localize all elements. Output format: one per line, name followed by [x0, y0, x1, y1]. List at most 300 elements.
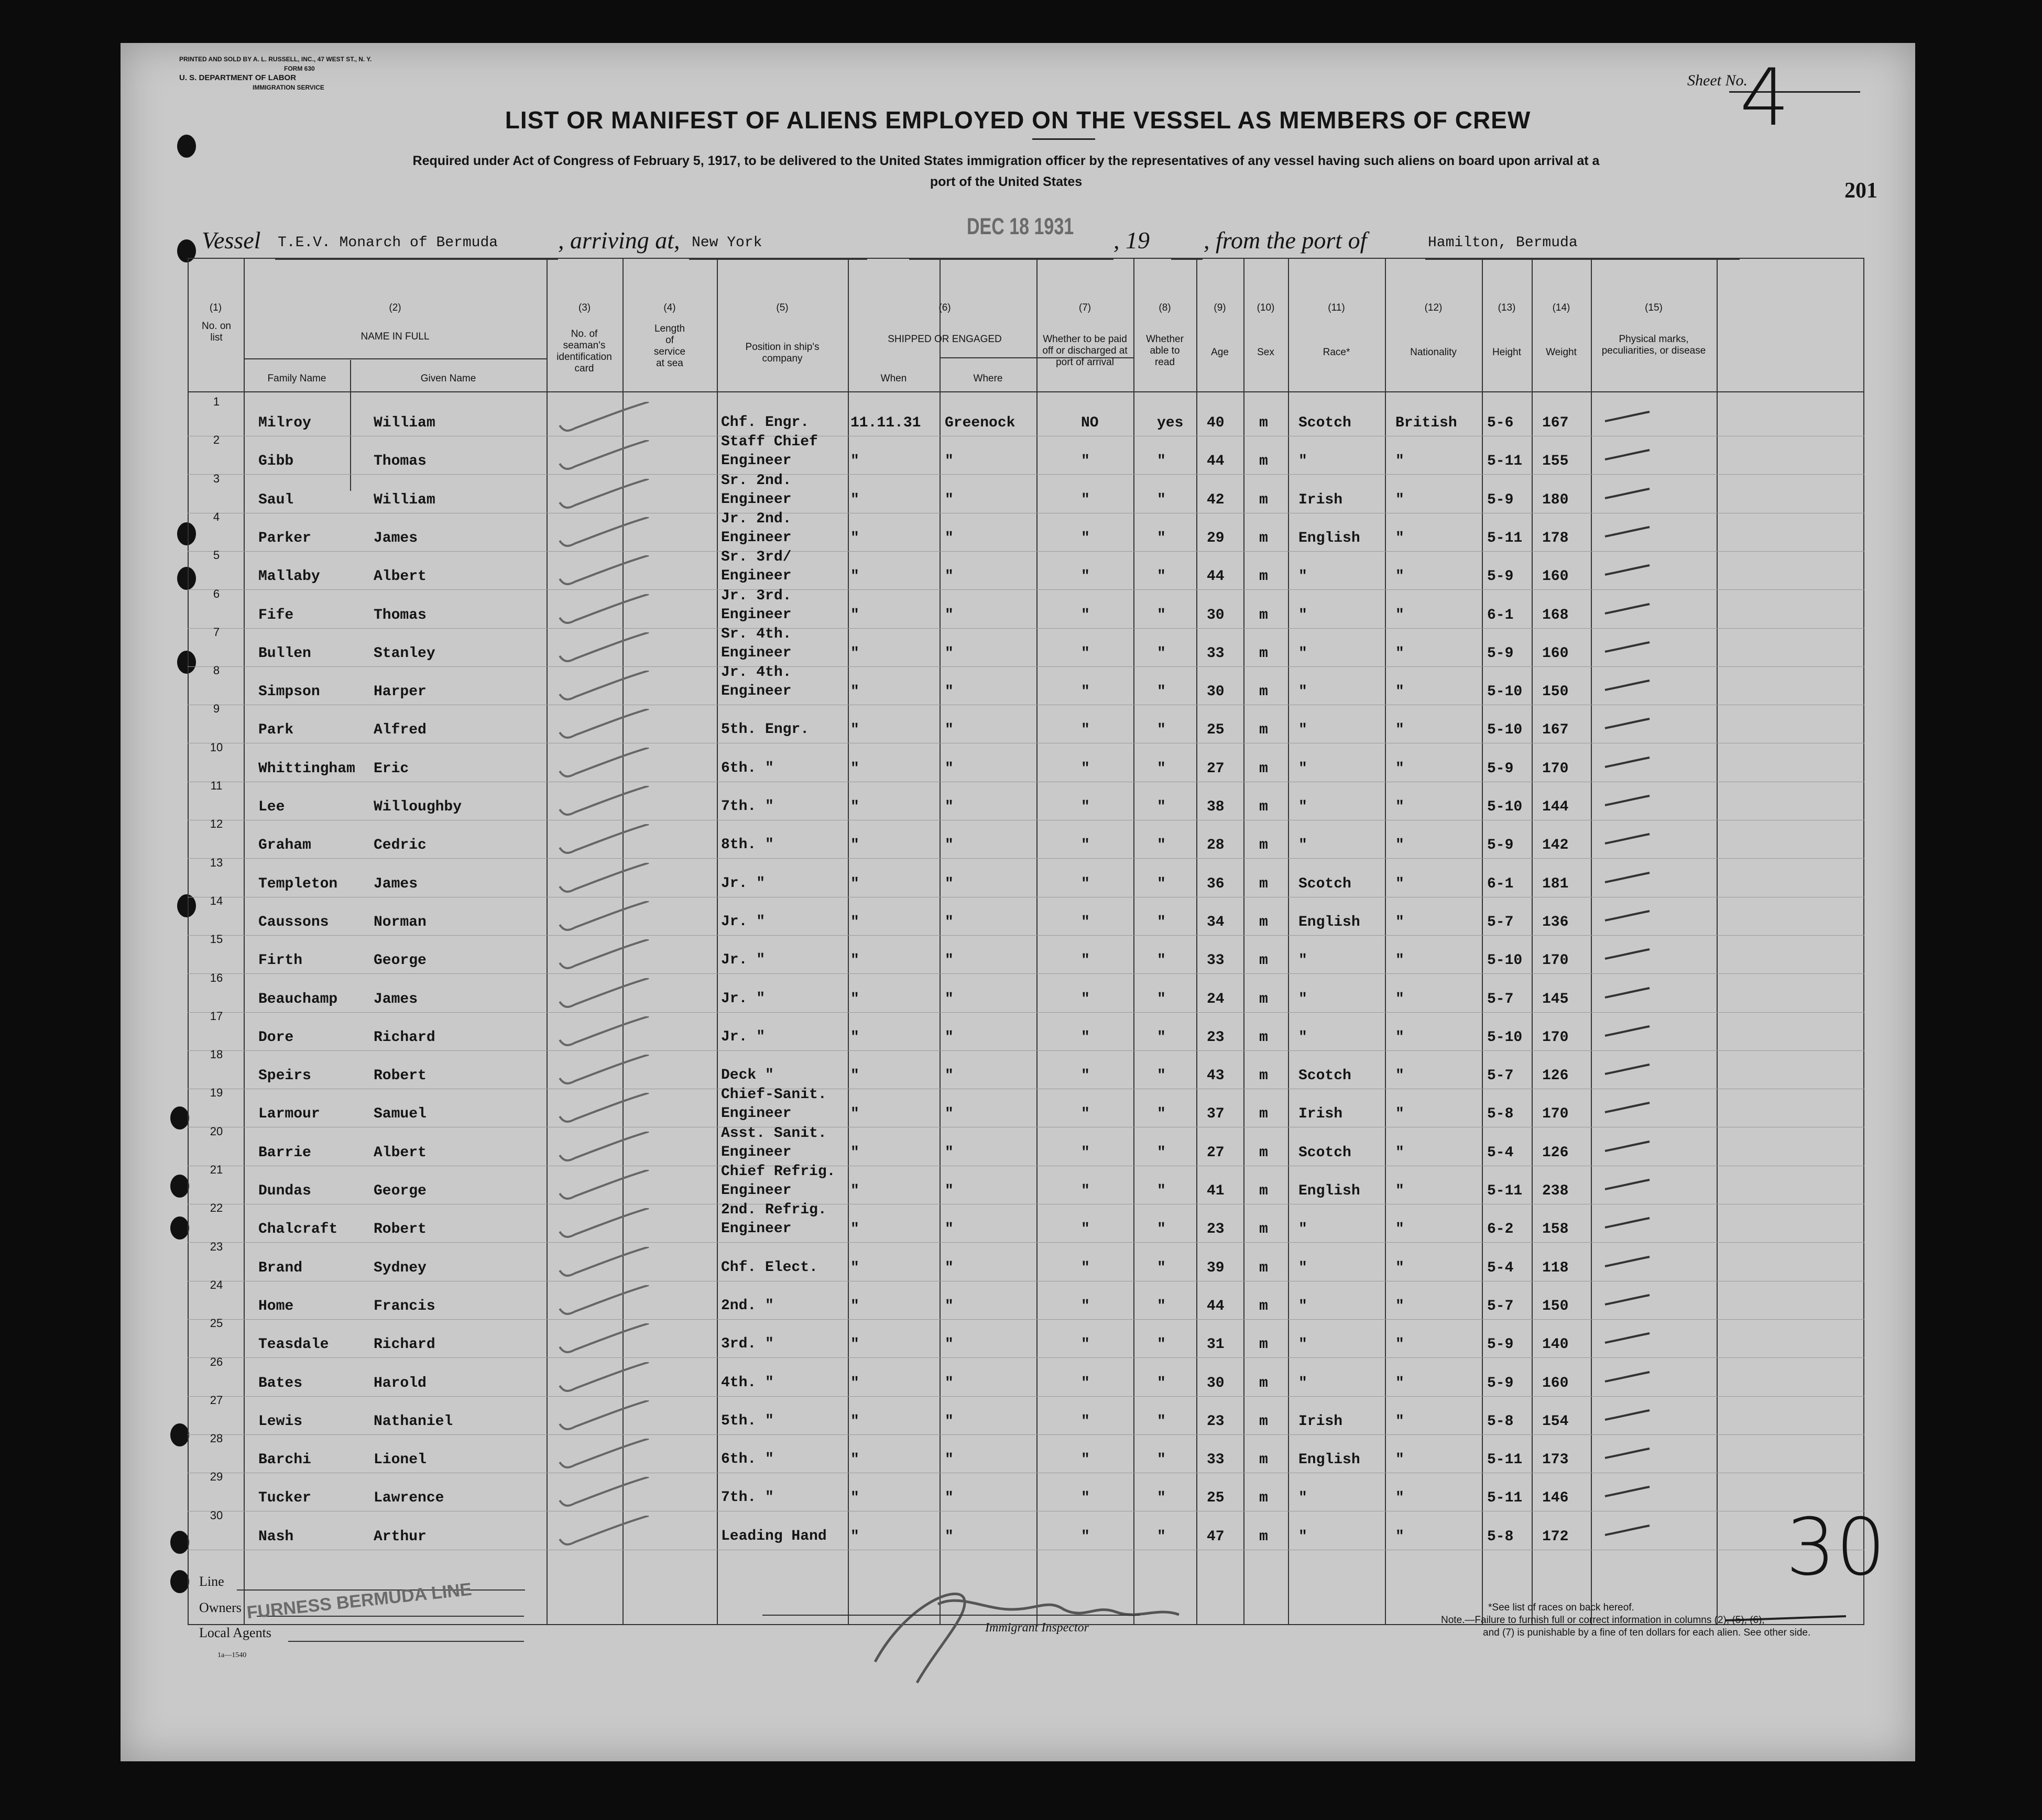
paid-off: "	[1081, 1375, 1090, 1391]
sex: m	[1259, 1183, 1268, 1199]
row-number: 15	[210, 933, 223, 946]
height: 5-9	[1487, 645, 1514, 662]
height: 5-4	[1487, 1259, 1514, 1276]
position: Jr. "	[721, 913, 766, 930]
sex: m	[1259, 568, 1268, 585]
shipped-where: "	[945, 1029, 954, 1046]
shipped-where: "	[945, 684, 954, 700]
row-number: 25	[210, 1317, 223, 1330]
check-mark	[554, 1016, 654, 1053]
age: 27	[1207, 760, 1225, 777]
weight: 160	[1542, 1375, 1569, 1391]
family-name: Speirs	[258, 1068, 311, 1084]
nationality: "	[1395, 568, 1404, 585]
age: 38	[1207, 799, 1225, 815]
sex: m	[1259, 1298, 1268, 1314]
position: 6th. "	[721, 760, 774, 776]
shipped-where: Greenock	[945, 415, 1015, 431]
row-number: 29	[210, 1470, 223, 1484]
nationality: "	[1395, 1183, 1404, 1199]
shipped-when: "	[850, 645, 859, 662]
race: "	[1298, 1259, 1307, 1276]
nationality: "	[1395, 1336, 1404, 1353]
family-name: Lewis	[258, 1413, 303, 1430]
row-number: 6	[213, 587, 220, 600]
row-number: 7	[213, 625, 220, 639]
check-mark	[554, 517, 654, 554]
position: Engineer	[721, 606, 792, 623]
sex: m	[1259, 991, 1268, 1007]
shipped-when: "	[850, 1413, 859, 1430]
shipped-when: "	[850, 914, 859, 930]
position: Leading Hand	[721, 1528, 827, 1544]
race: Scotch	[1298, 1144, 1351, 1161]
position: 8th. "	[721, 837, 774, 853]
row-number: 2	[213, 433, 220, 447]
shipped-when: "	[850, 491, 859, 508]
shipped-where: "	[945, 1144, 954, 1161]
race: "	[1298, 952, 1307, 969]
family-name: Gibb	[258, 453, 294, 470]
age: 29	[1207, 530, 1225, 546]
age: 23	[1207, 1221, 1225, 1238]
shipped-when: "	[850, 530, 859, 546]
able-to-read: "	[1157, 875, 1166, 892]
from-label: , from the port of	[1204, 227, 1367, 254]
nationality: "	[1395, 914, 1404, 930]
given-name: Francis	[374, 1298, 435, 1314]
given-name: James	[374, 530, 418, 546]
given-name: William	[374, 491, 435, 508]
position: Engineer	[721, 568, 792, 585]
sex: m	[1259, 952, 1268, 969]
row-number: 18	[210, 1048, 223, 1061]
shipped-where: "	[945, 491, 954, 508]
position: 2nd. "	[721, 1297, 774, 1314]
race: "	[1298, 991, 1307, 1007]
position: Engineer	[721, 683, 792, 700]
shipped-when: "	[850, 607, 859, 623]
col-6a-header: When	[880, 373, 907, 384]
age: 25	[1207, 1490, 1225, 1507]
family-name: Park	[258, 722, 294, 739]
nationality: "	[1395, 952, 1404, 969]
family-name: Tucker	[258, 1490, 311, 1507]
col-12-header: Nationality	[1410, 347, 1457, 358]
given-name: Richard	[374, 1336, 435, 1353]
check-mark	[1602, 449, 1655, 465]
col-11-number: (11)	[1328, 302, 1345, 313]
date-stamp: DEC 18 1931	[967, 214, 1074, 240]
position: Engineer	[721, 644, 792, 661]
paid-off: "	[1081, 952, 1090, 969]
position-prefix: Chief Refrig.	[721, 1164, 836, 1180]
able-to-read: "	[1157, 453, 1166, 470]
age: 23	[1207, 1029, 1225, 1046]
binder-hole	[170, 1175, 189, 1198]
shipped-when: "	[850, 1336, 859, 1353]
paid-off: "	[1081, 799, 1090, 815]
col-7-header: Whether to be paid off or discharged at port of arrival	[1042, 334, 1128, 368]
weight: 172	[1542, 1528, 1569, 1545]
age: 44	[1207, 1298, 1225, 1314]
race: Scotch	[1298, 415, 1351, 431]
age: 37	[1207, 1106, 1225, 1123]
age: 23	[1207, 1413, 1225, 1430]
col-3-header: No. of seaman's identification card	[556, 328, 612, 374]
able-to-read: "	[1157, 607, 1166, 623]
sex: m	[1259, 1375, 1268, 1391]
height: 5-10	[1487, 799, 1523, 815]
page-number: 201	[1844, 179, 1877, 203]
check-mark	[554, 863, 654, 900]
row-number: 9	[213, 702, 220, 716]
binder-hole	[170, 1106, 189, 1130]
line-label: Line	[199, 1574, 224, 1589]
position: Chf. Engr.	[721, 414, 810, 431]
able-to-read: "	[1157, 1029, 1166, 1046]
check-mark	[1602, 1525, 1655, 1540]
nationality: "	[1395, 684, 1404, 700]
printer-block	[179, 54, 546, 92]
able-to-read: "	[1157, 1068, 1166, 1084]
position: 3rd. "	[721, 1336, 774, 1353]
age: 43	[1207, 1068, 1225, 1084]
able-to-read: "	[1157, 530, 1166, 546]
shipped-when: "	[850, 1490, 859, 1507]
shipped-when: "	[850, 1452, 859, 1468]
col-10-header: Sex	[1257, 347, 1274, 358]
family-name: Brand	[258, 1259, 303, 1276]
check-mark	[1602, 679, 1655, 695]
check-mark	[554, 594, 654, 631]
able-to-read: "	[1157, 568, 1166, 585]
check-mark	[554, 709, 654, 745]
height: 5-10	[1487, 1029, 1523, 1046]
age: 34	[1207, 914, 1225, 930]
given-name: Sydney	[374, 1259, 427, 1276]
position: Jr. "	[721, 875, 766, 892]
weight: 150	[1542, 684, 1569, 700]
shipped-when: "	[850, 837, 859, 854]
paid-off: "	[1081, 1029, 1090, 1046]
check-mark	[554, 748, 654, 784]
vessel-line	[202, 216, 1852, 263]
family-name: Caussons	[258, 914, 329, 930]
paid-off: "	[1081, 607, 1090, 623]
weight: 155	[1542, 453, 1569, 470]
age: 31	[1207, 1336, 1225, 1353]
paid-off: "	[1081, 491, 1090, 508]
row-number: 30	[210, 1508, 223, 1522]
check-mark	[1602, 756, 1655, 772]
position-prefix: Staff Chief	[721, 434, 818, 451]
race: "	[1298, 453, 1307, 470]
able-to-read: "	[1157, 722, 1166, 739]
check-mark	[1602, 1448, 1655, 1463]
age: 33	[1207, 1452, 1225, 1468]
weight: 160	[1542, 645, 1569, 662]
row-number: 14	[210, 894, 223, 907]
check-mark	[1602, 795, 1655, 810]
shipped-when: "	[850, 875, 859, 892]
position: Chf. Elect.	[721, 1259, 818, 1276]
vessel-name: T.E.V. Monarch of Bermuda	[278, 235, 498, 251]
race: English	[1298, 1452, 1360, 1468]
shipped-when: "	[850, 1144, 859, 1161]
position-prefix: Sr. 3rd/	[721, 549, 792, 566]
position: Engineer	[721, 1221, 792, 1237]
check-mark	[1602, 872, 1655, 887]
shipped-where: "	[945, 1413, 954, 1430]
sex: m	[1259, 684, 1268, 700]
given-name: James	[374, 991, 418, 1007]
shipped-where: "	[945, 530, 954, 546]
penalty-note-1: Note.—Failure to furnish full or correct information in columns (2), (5), (6),	[1441, 1615, 1765, 1626]
shipped-where: "	[945, 837, 954, 854]
nationality: "	[1395, 453, 1404, 470]
arriving-label: , arriving at,	[558, 227, 680, 254]
position: Deck "	[721, 1067, 774, 1084]
sex: m	[1259, 1144, 1268, 1161]
shipped-where: "	[945, 607, 954, 623]
family-name: Firth	[258, 952, 303, 969]
check-mark	[554, 1170, 654, 1207]
age: 40	[1207, 415, 1225, 431]
height: 5-11	[1487, 1452, 1523, 1468]
position: Jr. "	[721, 952, 766, 969]
paid-off: "	[1081, 645, 1090, 662]
col-2-header: NAME IN FULL	[361, 331, 430, 342]
sex: m	[1259, 722, 1268, 739]
race: "	[1298, 1298, 1307, 1314]
form-number: FORM 630	[284, 65, 315, 72]
race: Scotch	[1298, 1068, 1351, 1084]
able-to-read: "	[1157, 645, 1166, 662]
weight: 158	[1542, 1221, 1569, 1238]
given-name: Eric	[374, 760, 409, 777]
position: 6th. "	[721, 1451, 774, 1468]
height: 5-7	[1487, 991, 1514, 1007]
paid-off: "	[1081, 1106, 1090, 1123]
shipped-where: "	[945, 1298, 954, 1314]
sex: m	[1259, 1336, 1268, 1353]
sex: m	[1259, 645, 1268, 662]
check-mark	[554, 440, 654, 477]
shipped-where: "	[945, 1452, 954, 1468]
sex: m	[1259, 491, 1268, 508]
race: "	[1298, 799, 1307, 815]
department: U. S. DEPARTMENT OF LABOR	[179, 73, 297, 82]
shipped-where: "	[945, 760, 954, 777]
sex: m	[1259, 837, 1268, 854]
form-code: 1a—1540	[217, 1651, 247, 1659]
check-mark	[1602, 564, 1655, 580]
check-mark	[554, 978, 654, 1015]
height: 5-8	[1487, 1528, 1514, 1545]
race: "	[1298, 1528, 1307, 1545]
paid-off: "	[1081, 453, 1090, 470]
able-to-read: "	[1157, 991, 1166, 1007]
check-mark	[1602, 1256, 1655, 1271]
check-mark	[1602, 1294, 1655, 1310]
able-to-read: "	[1157, 1490, 1166, 1507]
nationality: "	[1395, 1106, 1404, 1123]
check-mark	[554, 1247, 654, 1284]
able-to-read: "	[1157, 1221, 1166, 1238]
col-6b-header: Where	[973, 373, 1003, 384]
check-mark	[1602, 948, 1655, 964]
family-name: Bates	[258, 1375, 303, 1391]
col-2a-header: Family Name	[267, 373, 326, 384]
able-to-read: "	[1157, 760, 1166, 777]
family-name: Dore	[258, 1029, 294, 1046]
col-4-header: Length of service at sea	[653, 323, 686, 369]
nationality: "	[1395, 1068, 1404, 1084]
shipped-when: "	[850, 1259, 859, 1276]
total-handwritten: 30	[1786, 1502, 1886, 1593]
local-agents-label: Local Agents	[199, 1625, 271, 1640]
nationality: "	[1395, 1528, 1404, 1545]
check-mark	[1602, 718, 1655, 733]
height: 5-8	[1487, 1106, 1514, 1123]
height: 5-4	[1487, 1144, 1514, 1161]
family-name: Home	[258, 1298, 294, 1314]
shipped-when: "	[850, 1375, 859, 1391]
subtitle-line: port of the United States	[930, 174, 1083, 189]
race: "	[1298, 607, 1307, 623]
col-15-number: (15)	[1645, 302, 1663, 313]
weight: 126	[1542, 1144, 1569, 1161]
family-name: Nash	[258, 1528, 294, 1545]
binder-hole	[170, 1570, 189, 1593]
paid-off: "	[1081, 875, 1090, 892]
check-mark	[1602, 910, 1655, 926]
nationality: "	[1395, 1490, 1404, 1507]
col-4-number: (4)	[663, 302, 676, 313]
position: Engineer	[721, 453, 792, 469]
position-prefix: Sr. 2nd.	[721, 472, 792, 489]
able-to-read: "	[1157, 799, 1166, 815]
race: "	[1298, 1375, 1307, 1391]
able-to-read: "	[1157, 1183, 1166, 1199]
shipped-when: "	[850, 722, 859, 739]
shipped-where: "	[945, 722, 954, 739]
weight: 160	[1542, 568, 1569, 585]
paid-off: "	[1081, 1336, 1090, 1353]
penalty-note-2: and (7) is punishable by a fine of ten dollars for each alien. See other side.	[1483, 1627, 1811, 1638]
height: 5-8	[1487, 1413, 1514, 1430]
position: Engineer	[721, 1105, 792, 1122]
crew-table	[188, 258, 1886, 1625]
document-subtitle	[246, 150, 1766, 192]
year-label: , 19	[1113, 227, 1150, 254]
family-name: Whittingham	[258, 760, 355, 777]
shipped-when: "	[850, 1183, 859, 1199]
given-name: Robert	[374, 1068, 427, 1084]
col-5-header: Position in ship's company	[745, 342, 820, 364]
sex: m	[1259, 799, 1268, 815]
given-name: Albert	[374, 1144, 427, 1161]
shipped-where: "	[945, 1221, 954, 1238]
col-8-header: Whether able to read	[1146, 334, 1184, 368]
row-number: 3	[213, 472, 220, 485]
weight: 178	[1542, 530, 1569, 546]
subtitle-line: Required under Act of Congress of February 5, 1917, to be delivered to the United States immigration officer by the representatives of any vessel having such aliens on board upon arrival at a	[412, 154, 1600, 168]
check-mark	[554, 632, 654, 669]
paid-off: "	[1081, 1413, 1090, 1430]
age: 28	[1207, 837, 1225, 854]
shipped-when: "	[850, 799, 859, 815]
weight: 167	[1542, 722, 1569, 739]
family-name: Beauchamp	[258, 991, 338, 1007]
paid-off: NO	[1081, 415, 1099, 431]
paid-off: "	[1081, 1298, 1090, 1314]
row-number: 26	[210, 1355, 223, 1368]
shipped-when: "	[850, 760, 859, 777]
sex: m	[1259, 1068, 1268, 1084]
shipped-where: "	[945, 1259, 954, 1276]
col-2-number: (2)	[389, 302, 401, 313]
shipped-when: "	[850, 1221, 859, 1238]
age: 30	[1207, 607, 1225, 623]
row-number: 22	[210, 1201, 223, 1215]
given-name: Cedric	[374, 837, 427, 854]
row-number: 11	[210, 779, 223, 792]
given-name: Norman	[374, 914, 427, 930]
nationality: "	[1395, 1029, 1404, 1046]
given-name: Samuel	[374, 1106, 427, 1123]
given-name: George	[374, 1183, 427, 1199]
row-number: 10	[210, 740, 223, 754]
family-name: Templeton	[258, 875, 338, 892]
nationality: "	[1395, 491, 1404, 508]
family-name: Parker	[258, 530, 311, 546]
shipped-when: "	[850, 1029, 859, 1046]
shipped-where: "	[945, 568, 954, 585]
position: 5th. "	[721, 1412, 774, 1429]
sex: m	[1259, 1106, 1268, 1123]
height: 6-1	[1487, 607, 1514, 623]
age: 47	[1207, 1528, 1225, 1545]
given-name: James	[374, 875, 418, 892]
age: 42	[1207, 491, 1225, 508]
nationality: "	[1395, 1413, 1404, 1430]
check-mark	[1602, 987, 1655, 1003]
title-rule	[1032, 138, 1095, 140]
given-name: Albert	[374, 568, 427, 585]
height: 5-11	[1487, 1183, 1523, 1199]
arriving-port: New York	[692, 235, 762, 251]
check-mark	[554, 1323, 654, 1360]
race: "	[1298, 568, 1307, 585]
owners-label: Owners	[199, 1600, 242, 1615]
col-9-number: (9)	[1214, 302, 1226, 313]
shipped-where: "	[945, 991, 954, 1007]
given-name: Harper	[374, 684, 427, 700]
given-name: Thomas	[374, 607, 427, 623]
race: "	[1298, 760, 1307, 777]
weight: 150	[1542, 1298, 1569, 1314]
nationality: "	[1395, 991, 1404, 1007]
check-mark	[554, 1285, 654, 1322]
height: 5-11	[1487, 530, 1523, 546]
position: Engineer	[721, 1144, 792, 1160]
sex: m	[1259, 1452, 1268, 1468]
shipped-where: "	[945, 799, 954, 815]
col-2b-header: Given Name	[420, 373, 476, 384]
check-mark	[554, 671, 654, 707]
